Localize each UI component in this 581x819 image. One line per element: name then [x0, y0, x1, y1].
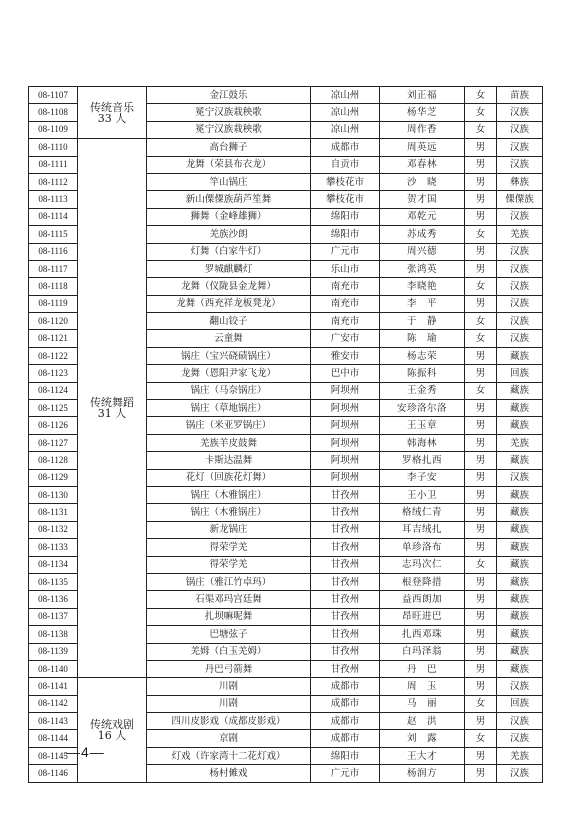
region: 凉山州	[311, 121, 380, 138]
project-name: 得荣学羌	[147, 556, 311, 573]
inheritor-name: 于 静	[380, 313, 465, 330]
gender: 男	[465, 573, 497, 590]
category-name: 传统舞蹈	[90, 396, 134, 410]
region: 自贡市	[311, 156, 380, 173]
project-name: 竿山锅庄	[147, 173, 311, 190]
project-name: 冕宁汉族栽秧歌	[147, 121, 311, 138]
region: 甘孜州	[311, 539, 380, 556]
item-number: 08-1118	[29, 278, 78, 295]
item-number: 08-1107	[29, 87, 78, 104]
project-name: 云童舞	[147, 330, 311, 347]
inheritor-table	[28, 86, 543, 783]
project-name: 狮舞（金峰雄狮）	[147, 208, 311, 225]
ethnicity: 苗族	[497, 87, 543, 104]
inheritor-name: 苏成秀	[380, 226, 465, 243]
gender: 女	[465, 87, 497, 104]
inheritor-name: 张鸿英	[380, 260, 465, 277]
inheritor-name: 韩海林	[380, 434, 465, 451]
item-number: 08-1110	[29, 139, 78, 156]
gender: 女	[465, 556, 497, 573]
inheritor-name: 李子安	[380, 469, 465, 486]
project-name: 翻山铰子	[147, 313, 311, 330]
ethnicity: 藏族	[497, 347, 543, 364]
ethnicity: 藏族	[497, 452, 543, 469]
project-name: 花灯（回族花灯舞）	[147, 469, 311, 486]
item-number: 08-1121	[29, 330, 78, 347]
ethnicity: 汉族	[497, 260, 543, 277]
inheritor-name: 陈振科	[380, 365, 465, 382]
item-number: 08-1120	[29, 313, 78, 330]
project-name: 龙舞（仪陇县金龙舞）	[147, 278, 311, 295]
gender: 女	[465, 313, 497, 330]
region: 绵阳市	[311, 208, 380, 225]
item-number: 08-1114	[29, 208, 78, 225]
item-number: 08-1109	[29, 121, 78, 138]
ethnicity: 汉族	[497, 469, 543, 486]
item-number: 08-1130	[29, 486, 78, 503]
region: 阿坝州	[311, 400, 380, 417]
item-number: 08-1143	[29, 713, 78, 730]
gender: 女	[465, 730, 497, 747]
item-number: 08-1127	[29, 434, 78, 451]
region: 凉山州	[311, 104, 380, 121]
ethnicity: 汉族	[497, 765, 543, 782]
inheritor-name: 马 丽	[380, 695, 465, 712]
inheritor-name: 李 平	[380, 295, 465, 312]
item-number: 08-1134	[29, 556, 78, 573]
ethnicity: 汉族	[497, 156, 543, 173]
region: 绵阳市	[311, 747, 380, 764]
inheritor-name: 周英远	[380, 139, 465, 156]
gender: 男	[465, 208, 497, 225]
item-number: 08-1112	[29, 173, 78, 190]
project-name: 新龙锅庄	[147, 521, 311, 538]
project-name: 锅庄（木雅锅庄）	[147, 486, 311, 503]
gender: 男	[465, 504, 497, 521]
item-number: 08-1117	[29, 260, 78, 277]
ethnicity: 回族	[497, 695, 543, 712]
project-name: 锅庄（米亚罗锅庄）	[147, 417, 311, 434]
category-count: 33 人	[97, 111, 127, 125]
ethnicity: 藏族	[497, 382, 543, 399]
gender: 男	[465, 156, 497, 173]
inheritor-name: 刘正福	[380, 87, 465, 104]
ethnicity: 汉族	[497, 104, 543, 121]
ethnicity: 回族	[497, 365, 543, 382]
category-cell	[78, 139, 147, 678]
ethnicity: 羌族	[497, 226, 543, 243]
ethnicity: 汉族	[497, 730, 543, 747]
gender: 男	[465, 678, 497, 695]
project-name: 得荣学羌	[147, 539, 311, 556]
inheritor-name: 李晓艳	[380, 278, 465, 295]
ethnicity: 汉族	[497, 208, 543, 225]
ethnicity: 羌族	[497, 434, 543, 451]
region: 南充市	[311, 278, 380, 295]
gender: 男	[465, 660, 497, 677]
table-row	[29, 87, 543, 104]
inheritor-name: 安珍洛尔洛	[380, 400, 465, 417]
region: 乐山市	[311, 260, 380, 277]
item-number: 08-1141	[29, 678, 78, 695]
ethnicity: 藏族	[497, 626, 543, 643]
gender: 男	[465, 713, 497, 730]
project-name: 石渠邓玛宫廷舞	[147, 591, 311, 608]
region: 阿坝州	[311, 417, 380, 434]
project-name: 川剧	[147, 678, 311, 695]
item-number: 08-1146	[29, 765, 78, 782]
inheritor-name: 王大才	[380, 747, 465, 764]
project-name: 羌族沙朗	[147, 226, 311, 243]
gender: 女	[465, 104, 497, 121]
region: 阿坝州	[311, 382, 380, 399]
project-name: 高台狮子	[147, 139, 311, 156]
gender: 男	[465, 469, 497, 486]
gender: 女	[465, 382, 497, 399]
inheritor-name: 扎西邓珠	[380, 626, 465, 643]
item-number: 08-1125	[29, 400, 78, 417]
project-name: 四川皮影戏（成都皮影戏）	[147, 713, 311, 730]
gender: 男	[465, 765, 497, 782]
gender: 女	[465, 695, 497, 712]
project-name: 巴塘弦子	[147, 626, 311, 643]
inheritor-name: 赵 洪	[380, 713, 465, 730]
project-name: 京剧	[147, 730, 311, 747]
gender: 男	[465, 452, 497, 469]
gender: 男	[465, 139, 497, 156]
item-number: 08-1138	[29, 626, 78, 643]
region: 甘孜州	[311, 504, 380, 521]
gender: 男	[465, 295, 497, 312]
region: 绵阳市	[311, 226, 380, 243]
item-number: 08-1136	[29, 591, 78, 608]
region: 南充市	[311, 295, 380, 312]
region: 甘孜州	[311, 626, 380, 643]
gender: 男	[465, 608, 497, 625]
item-number: 08-1140	[29, 660, 78, 677]
inheritor-name: 杨华芝	[380, 104, 465, 121]
gender: 男	[465, 400, 497, 417]
region: 甘孜州	[311, 521, 380, 538]
project-name: 丹巴弓箭舞	[147, 660, 311, 677]
project-name: 龙舞（荣县布衣龙）	[147, 156, 311, 173]
project-name: 扎坝嘛呢舞	[147, 608, 311, 625]
item-number: 08-1129	[29, 469, 78, 486]
inheritor-name: 王小卫	[380, 486, 465, 503]
project-name: 锅庄（宝兴硗碛锅庄）	[147, 347, 311, 364]
gender: 男	[465, 243, 497, 260]
ethnicity: 藏族	[497, 556, 543, 573]
region: 凉山州	[311, 87, 380, 104]
region: 南充市	[311, 313, 380, 330]
item-number: 08-1142	[29, 695, 78, 712]
project-name: 龙舞（西充祥龙板凳龙）	[147, 295, 311, 312]
category-name: 传统音乐	[90, 100, 134, 114]
gender: 男	[465, 260, 497, 277]
project-name: 锅庄（雅江竹卓玛）	[147, 573, 311, 590]
item-number: 08-1122	[29, 347, 78, 364]
region: 巴中市	[311, 365, 380, 382]
ethnicity: 彝族	[497, 173, 543, 190]
ethnicity: 藏族	[497, 573, 543, 590]
region: 阿坝州	[311, 434, 380, 451]
gender: 男	[465, 643, 497, 660]
gender: 男	[465, 486, 497, 503]
region: 攀枝花市	[311, 173, 380, 190]
project-name: 灯戏（许家湾十二花灯戏）	[147, 747, 311, 764]
ethnicity: 藏族	[497, 486, 543, 503]
item-number: 08-1126	[29, 417, 78, 434]
gender: 男	[465, 521, 497, 538]
inheritor-name: 罗格扎西	[380, 452, 465, 469]
inheritor-name: 邓春林	[380, 156, 465, 173]
project-name: 卡斯达温舞	[147, 452, 311, 469]
inheritor-name: 周兴德	[380, 243, 465, 260]
item-number: 08-1119	[29, 295, 78, 312]
item-number: 08-1144	[29, 730, 78, 747]
item-number: 08-1124	[29, 382, 78, 399]
item-number: 08-1123	[29, 365, 78, 382]
project-name: 龙舞（恩阳尹家飞龙）	[147, 365, 311, 382]
inheritor-name: 格绒仁青	[380, 504, 465, 521]
inheritor-name: 昂旺进巴	[380, 608, 465, 625]
ethnicity: 藏族	[497, 504, 543, 521]
ethnicity: 藏族	[497, 521, 543, 538]
inheritor-name: 邓乾元	[380, 208, 465, 225]
inheritor-name: 耳吉绒扎	[380, 521, 465, 538]
gender: 女	[465, 330, 497, 347]
inheritor-name: 丹 巴	[380, 660, 465, 677]
inheritor-name: 单珍洛布	[380, 539, 465, 556]
ethnicity: 汉族	[497, 278, 543, 295]
gender: 男	[465, 365, 497, 382]
region: 甘孜州	[311, 660, 380, 677]
ethnicity: 汉族	[497, 713, 543, 730]
project-name: 羌族羊皮鼓舞	[147, 434, 311, 451]
category-cell	[78, 678, 147, 782]
gender: 男	[465, 347, 497, 364]
project-name: 金江鼓乐	[147, 87, 311, 104]
ethnicity: 藏族	[497, 400, 543, 417]
ethnicity: 藏族	[497, 417, 543, 434]
gender: 男	[465, 191, 497, 208]
ethnicity: 羌族	[497, 747, 543, 764]
ethnicity: 傈僳族	[497, 191, 543, 208]
category-name: 传统戏剧	[90, 717, 134, 731]
inheritor-name: 王玉章	[380, 417, 465, 434]
item-number: 08-1111	[29, 156, 78, 173]
region: 甘孜州	[311, 591, 380, 608]
region: 攀枝花市	[311, 191, 380, 208]
ethnicity: 汉族	[497, 243, 543, 260]
project-name: 新山傈僳族葫芦笙舞	[147, 191, 311, 208]
item-number: 08-1131	[29, 504, 78, 521]
region: 甘孜州	[311, 486, 380, 503]
table-row	[29, 139, 543, 156]
region: 甘孜州	[311, 573, 380, 590]
category-cell	[78, 87, 147, 139]
project-name: 羌姆（白玉羌姆）	[147, 643, 311, 660]
gender: 男	[465, 747, 497, 764]
inheritor-name: 周 玉	[380, 678, 465, 695]
table-row	[29, 678, 543, 695]
region: 阿坝州	[311, 469, 380, 486]
item-number: 08-1128	[29, 452, 78, 469]
inheritor-name: 根登降措	[380, 573, 465, 590]
item-number: 08-1137	[29, 608, 78, 625]
ethnicity: 汉族	[497, 330, 543, 347]
region: 成都市	[311, 678, 380, 695]
inheritor-name: 王金秀	[380, 382, 465, 399]
inheritor-name: 贺才国	[380, 191, 465, 208]
region: 广元市	[311, 243, 380, 260]
page-number: —4—	[66, 744, 105, 760]
inheritor-name: 杨润方	[380, 765, 465, 782]
gender: 女	[465, 278, 497, 295]
project-name: 川剧	[147, 695, 311, 712]
inheritor-name: 周作香	[380, 121, 465, 138]
region: 广元市	[311, 765, 380, 782]
inheritor-name: 杨志荣	[380, 347, 465, 364]
item-number: 08-1116	[29, 243, 78, 260]
item-number: 08-1108	[29, 104, 78, 121]
project-name: 罗城麒麟灯	[147, 260, 311, 277]
item-number: 08-1113	[29, 191, 78, 208]
item-number: 08-1135	[29, 573, 78, 590]
region: 成都市	[311, 730, 380, 747]
region: 雅安市	[311, 347, 380, 364]
inheritor-name: 沙 晓	[380, 173, 465, 190]
project-name: 锅庄（木雅锅庄）	[147, 504, 311, 521]
gender: 女	[465, 226, 497, 243]
gender: 女	[465, 121, 497, 138]
ethnicity: 汉族	[497, 139, 543, 156]
category-count: 16 人	[97, 728, 127, 742]
inheritor-name: 刘 露	[380, 730, 465, 747]
inheritor-name: 志玛次仁	[380, 556, 465, 573]
inheritor-name: 陈 瑜	[380, 330, 465, 347]
gender: 男	[465, 591, 497, 608]
gender: 男	[465, 626, 497, 643]
ethnicity: 汉族	[497, 295, 543, 312]
gender: 男	[465, 173, 497, 190]
item-number: 08-1145	[29, 747, 78, 764]
region: 甘孜州	[311, 556, 380, 573]
region: 成都市	[311, 713, 380, 730]
category-count: 31 人	[97, 407, 127, 421]
inheritor-name: 益西朗加	[380, 591, 465, 608]
region: 阿坝州	[311, 452, 380, 469]
project-name: 锅庄（马奈锅庄）	[147, 382, 311, 399]
ethnicity: 汉族	[497, 121, 543, 138]
gender: 男	[465, 539, 497, 556]
region: 成都市	[311, 139, 380, 156]
item-number: 08-1133	[29, 539, 78, 556]
gender: 男	[465, 417, 497, 434]
item-number: 08-1132	[29, 521, 78, 538]
project-name: 杨村傩戏	[147, 765, 311, 782]
project-name: 锅庄（草地锅庄）	[147, 400, 311, 417]
ethnicity: 藏族	[497, 660, 543, 677]
ethnicity: 汉族	[497, 313, 543, 330]
ethnicity: 藏族	[497, 643, 543, 660]
project-name: 灯舞（白家牛灯）	[147, 243, 311, 260]
region: 甘孜州	[311, 643, 380, 660]
inheritor-name: 白玛泽翁	[380, 643, 465, 660]
ethnicity: 藏族	[497, 591, 543, 608]
ethnicity: 藏族	[497, 539, 543, 556]
region: 甘孜州	[311, 608, 380, 625]
region: 广安市	[311, 330, 380, 347]
ethnicity: 汉族	[497, 678, 543, 695]
gender: 男	[465, 434, 497, 451]
project-name: 冕宁汉族栽秧歌	[147, 104, 311, 121]
item-number: 08-1139	[29, 643, 78, 660]
region: 成都市	[311, 695, 380, 712]
item-number: 08-1115	[29, 226, 78, 243]
table-body	[29, 87, 543, 783]
ethnicity: 藏族	[497, 608, 543, 625]
